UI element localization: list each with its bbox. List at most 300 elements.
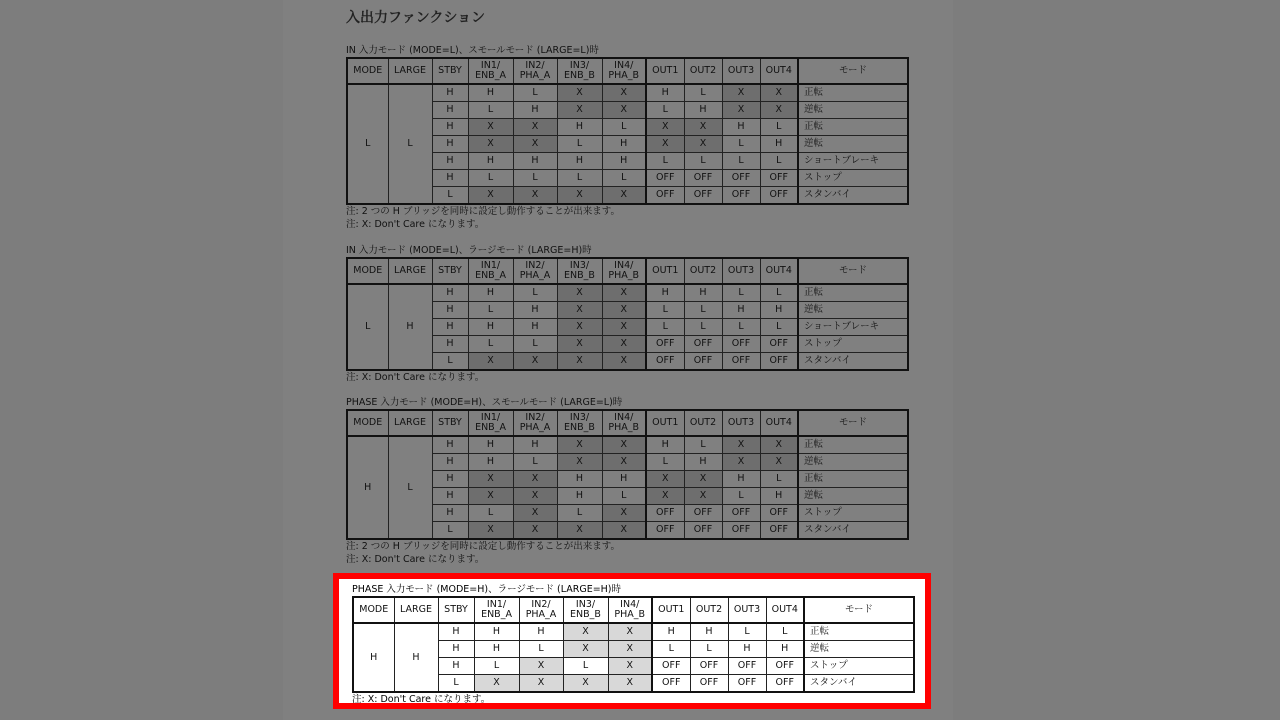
- mode-label-cell: ショートブレーキ: [798, 319, 908, 336]
- truth-table-section-in-large: [346, 245, 909, 384]
- input-cell: H: [557, 153, 602, 170]
- stby-cell: H: [432, 454, 468, 471]
- table-row: [347, 136, 908, 153]
- input-cell: H: [513, 436, 557, 454]
- output-cell: L: [760, 153, 798, 170]
- input-cell: X: [557, 284, 602, 302]
- table-row: [347, 284, 908, 302]
- input-cell: H: [513, 153, 557, 170]
- output-cell: OFF: [690, 675, 728, 693]
- output-cell: H: [684, 102, 722, 119]
- output-cell: H: [722, 302, 760, 319]
- mode-label-cell: スタンバイ: [798, 522, 908, 540]
- header-row: [353, 597, 914, 623]
- column-header: LARGE: [388, 258, 432, 284]
- output-cell: OFF: [760, 336, 798, 353]
- input-cell: X: [513, 522, 557, 540]
- mode-label-cell: 正転: [798, 84, 908, 102]
- mode-label-cell: 正転: [804, 623, 914, 641]
- table-row: [347, 119, 908, 136]
- column-header: IN1/ ENB_A: [474, 597, 519, 623]
- output-cell: OFF: [722, 505, 760, 522]
- highlight-box: [333, 573, 931, 709]
- input-cell: X: [602, 102, 646, 119]
- column-header: モード: [804, 597, 914, 623]
- column-header: IN1/ ENB_A: [468, 258, 513, 284]
- input-cell: X: [468, 136, 513, 153]
- mode-label-cell: ストップ: [798, 505, 908, 522]
- stby-cell: H: [438, 658, 474, 675]
- output-cell: OFF: [684, 336, 722, 353]
- column-header: IN4/ PHA_B: [602, 258, 646, 284]
- input-cell: H: [602, 136, 646, 153]
- header-row: [347, 58, 908, 84]
- output-cell: L: [646, 454, 684, 471]
- output-cell: H: [722, 471, 760, 488]
- table-row: [347, 170, 908, 187]
- stby-cell: H: [432, 336, 468, 353]
- output-cell: OFF: [728, 658, 766, 675]
- input-cell: X: [557, 522, 602, 540]
- output-cell: OFF: [684, 522, 722, 540]
- table-row: [347, 436, 908, 454]
- mode-label-cell: 逆転: [798, 302, 908, 319]
- table-row: [347, 84, 908, 102]
- output-cell: H: [646, 84, 684, 102]
- mode-label-cell: スタンバイ: [798, 187, 908, 205]
- input-cell: L: [602, 170, 646, 187]
- output-cell: H: [684, 284, 722, 302]
- mode-cell: L: [347, 84, 388, 204]
- input-cell: X: [557, 454, 602, 471]
- column-header: OUT3: [722, 410, 760, 436]
- output-cell: X: [684, 488, 722, 505]
- stby-cell: H: [432, 319, 468, 336]
- stby-cell: H: [432, 153, 468, 170]
- column-header: OUT1: [646, 58, 684, 84]
- column-header: OUT4: [766, 597, 804, 623]
- input-cell: L: [602, 119, 646, 136]
- input-cell: X: [602, 353, 646, 371]
- column-header: STBY: [432, 58, 468, 84]
- mode-cell: H: [353, 623, 394, 692]
- input-cell: X: [602, 84, 646, 102]
- column-header: STBY: [438, 597, 474, 623]
- mode-label-cell: 逆転: [798, 102, 908, 119]
- output-cell: X: [684, 136, 722, 153]
- output-cell: H: [766, 641, 804, 658]
- input-cell: H: [602, 471, 646, 488]
- stby-cell: H: [432, 136, 468, 153]
- output-cell: L: [722, 136, 760, 153]
- table-row: [347, 522, 908, 540]
- input-cell: L: [468, 302, 513, 319]
- input-cell: X: [563, 641, 608, 658]
- stby-cell: H: [432, 488, 468, 505]
- large-cell: L: [388, 84, 432, 204]
- column-header: STBY: [432, 410, 468, 436]
- output-cell: H: [760, 488, 798, 505]
- input-cell: X: [557, 302, 602, 319]
- stby-cell: L: [432, 353, 468, 371]
- input-cell: L: [563, 658, 608, 675]
- output-cell: OFF: [646, 353, 684, 371]
- stby-cell: H: [438, 623, 474, 641]
- output-cell: L: [646, 102, 684, 119]
- input-cell: X: [608, 623, 652, 641]
- input-cell: L: [557, 136, 602, 153]
- input-cell: X: [602, 436, 646, 454]
- output-cell: H: [760, 302, 798, 319]
- stby-cell: H: [438, 641, 474, 658]
- input-cell: H: [468, 454, 513, 471]
- input-cell: X: [513, 119, 557, 136]
- column-header: OUT3: [728, 597, 766, 623]
- column-header: モード: [798, 410, 908, 436]
- output-cell: X: [760, 436, 798, 454]
- output-cell: L: [652, 641, 690, 658]
- input-cell: L: [513, 454, 557, 471]
- input-cell: X: [468, 522, 513, 540]
- output-cell: L: [722, 488, 760, 505]
- table-note: 注: 2 つの H ブリッジを同時に設定し動作することが出来ます。: [346, 541, 620, 552]
- column-header: OUT1: [646, 410, 684, 436]
- input-cell: X: [557, 436, 602, 454]
- input-cell: L: [513, 336, 557, 353]
- output-cell: OFF: [684, 170, 722, 187]
- output-cell: H: [690, 623, 728, 641]
- output-cell: OFF: [646, 336, 684, 353]
- column-header: OUT4: [760, 410, 798, 436]
- mode-label-cell: 正転: [798, 471, 908, 488]
- output-cell: L: [684, 319, 722, 336]
- column-header: LARGE: [388, 58, 432, 84]
- output-cell: L: [766, 623, 804, 641]
- input-cell: X: [608, 641, 652, 658]
- table-note: 注: X: Don't Care になります。: [346, 219, 485, 230]
- page-title: 入出力ファンクション: [346, 10, 486, 26]
- header-row: [347, 410, 908, 436]
- output-cell: X: [684, 471, 722, 488]
- output-cell: OFF: [766, 675, 804, 693]
- mode-label-cell: ストップ: [798, 336, 908, 353]
- output-cell: OFF: [760, 353, 798, 371]
- input-cell: X: [602, 284, 646, 302]
- column-header: STBY: [432, 258, 468, 284]
- column-header: IN4/ PHA_B: [602, 58, 646, 84]
- input-cell: X: [557, 187, 602, 205]
- table-row: [347, 336, 908, 353]
- output-cell: OFF: [684, 187, 722, 205]
- input-cell: L: [468, 505, 513, 522]
- input-cell: L: [468, 336, 513, 353]
- stby-cell: L: [432, 522, 468, 540]
- mode-label-cell: 逆転: [804, 641, 914, 658]
- column-header: OUT3: [722, 58, 760, 84]
- table-caption: PHASE 入力モード (MODE=H)、スモールモード (LARGE=L)時: [346, 397, 623, 408]
- output-cell: L: [760, 284, 798, 302]
- input-cell: X: [563, 623, 608, 641]
- truth-table: [346, 257, 909, 371]
- input-cell: X: [557, 336, 602, 353]
- output-cell: OFF: [684, 505, 722, 522]
- input-cell: X: [474, 675, 519, 693]
- output-cell: OFF: [722, 522, 760, 540]
- output-cell: H: [646, 436, 684, 454]
- column-header: OUT2: [684, 410, 722, 436]
- output-cell: H: [728, 641, 766, 658]
- output-cell: OFF: [760, 522, 798, 540]
- table-row: [353, 675, 914, 693]
- table-caption: PHASE 入力モード (MODE=H)、ラージモード (LARGE=H)時: [352, 584, 622, 595]
- column-header: OUT2: [684, 58, 722, 84]
- input-cell: H: [474, 641, 519, 658]
- output-cell: L: [646, 153, 684, 170]
- output-cell: L: [760, 319, 798, 336]
- output-cell: OFF: [690, 658, 728, 675]
- table-note: 注: 2 つの H ブリッジを同時に設定し動作することが出来ます。: [346, 206, 620, 217]
- mode-label-cell: 逆転: [798, 488, 908, 505]
- output-cell: OFF: [760, 170, 798, 187]
- input-cell: L: [468, 102, 513, 119]
- input-cell: L: [557, 170, 602, 187]
- output-cell: OFF: [722, 187, 760, 205]
- large-cell: L: [388, 436, 432, 539]
- column-header: OUT4: [760, 258, 798, 284]
- stby-cell: H: [432, 102, 468, 119]
- input-cell: H: [468, 284, 513, 302]
- input-cell: H: [519, 623, 563, 641]
- input-cell: H: [468, 84, 513, 102]
- output-cell: X: [760, 454, 798, 471]
- table-row: [353, 658, 914, 675]
- mode-label-cell: 正転: [798, 436, 908, 454]
- output-cell: X: [722, 436, 760, 454]
- input-cell: X: [557, 84, 602, 102]
- column-header: IN2/ PHA_A: [513, 58, 557, 84]
- input-cell: X: [468, 488, 513, 505]
- output-cell: OFF: [652, 675, 690, 693]
- table-row: [353, 623, 914, 641]
- column-header: IN4/ PHA_B: [602, 410, 646, 436]
- output-cell: L: [646, 302, 684, 319]
- column-header: LARGE: [394, 597, 438, 623]
- large-cell: H: [394, 623, 438, 692]
- column-header: OUT1: [646, 258, 684, 284]
- column-header: モード: [798, 58, 908, 84]
- output-cell: X: [722, 454, 760, 471]
- output-cell: L: [684, 84, 722, 102]
- table-row: [347, 319, 908, 336]
- input-cell: H: [474, 623, 519, 641]
- column-header: OUT2: [684, 258, 722, 284]
- mode-label-cell: スタンバイ: [804, 675, 914, 693]
- table-row: [347, 454, 908, 471]
- output-cell: X: [646, 119, 684, 136]
- output-cell: L: [722, 153, 760, 170]
- truth-table: [346, 57, 909, 205]
- large-cell: H: [388, 284, 432, 370]
- mode-label-cell: ショートブレーキ: [798, 153, 908, 170]
- column-header: IN3/ ENB_B: [563, 597, 608, 623]
- output-cell: OFF: [728, 675, 766, 693]
- input-cell: H: [468, 436, 513, 454]
- table-row: [347, 505, 908, 522]
- input-cell: X: [557, 102, 602, 119]
- output-cell: L: [646, 319, 684, 336]
- header-row: [347, 258, 908, 284]
- output-cell: OFF: [760, 187, 798, 205]
- stby-cell: H: [432, 170, 468, 187]
- input-cell: X: [513, 187, 557, 205]
- table-row: [353, 641, 914, 658]
- mode-cell: H: [347, 436, 388, 539]
- truth-table: [346, 409, 909, 540]
- output-cell: H: [722, 119, 760, 136]
- input-cell: X: [608, 658, 652, 675]
- mode-label-cell: 正転: [798, 119, 908, 136]
- stby-cell: H: [432, 119, 468, 136]
- column-header: IN4/ PHA_B: [608, 597, 652, 623]
- input-cell: X: [513, 136, 557, 153]
- input-cell: H: [557, 488, 602, 505]
- input-cell: L: [468, 170, 513, 187]
- output-cell: H: [652, 623, 690, 641]
- input-cell: X: [602, 187, 646, 205]
- stby-cell: L: [438, 675, 474, 693]
- stby-cell: H: [432, 436, 468, 454]
- input-cell: H: [468, 153, 513, 170]
- input-cell: X: [602, 302, 646, 319]
- column-header: MODE: [347, 258, 388, 284]
- column-header: IN3/ ENB_B: [557, 258, 602, 284]
- input-cell: L: [519, 641, 563, 658]
- input-cell: H: [557, 119, 602, 136]
- table-row: [347, 153, 908, 170]
- input-cell: X: [513, 353, 557, 371]
- input-cell: X: [513, 471, 557, 488]
- column-header: OUT2: [690, 597, 728, 623]
- input-cell: X: [468, 471, 513, 488]
- column-header: モード: [798, 258, 908, 284]
- column-header: LARGE: [388, 410, 432, 436]
- input-cell: X: [557, 319, 602, 336]
- output-cell: L: [728, 623, 766, 641]
- truth-table: [352, 596, 915, 693]
- output-cell: OFF: [722, 353, 760, 371]
- input-cell: H: [513, 319, 557, 336]
- output-cell: OFF: [652, 658, 690, 675]
- stby-cell: H: [432, 302, 468, 319]
- column-header: MODE: [347, 410, 388, 436]
- output-cell: OFF: [760, 505, 798, 522]
- output-cell: L: [760, 471, 798, 488]
- output-cell: OFF: [646, 505, 684, 522]
- output-cell: X: [760, 84, 798, 102]
- output-cell: L: [722, 284, 760, 302]
- column-header: IN2/ PHA_A: [513, 410, 557, 436]
- table-row: [347, 102, 908, 119]
- table-row: [347, 302, 908, 319]
- mode-label-cell: 逆転: [798, 136, 908, 153]
- output-cell: OFF: [722, 170, 760, 187]
- mode-label-cell: ストップ: [798, 170, 908, 187]
- input-cell: X: [602, 522, 646, 540]
- input-cell: L: [602, 488, 646, 505]
- stby-cell: L: [432, 187, 468, 205]
- table-caption: IN 入力モード (MODE=L)、スモールモード (LARGE=L)時: [346, 45, 599, 56]
- table-note: 注: X: Don't Care になります。: [352, 694, 491, 705]
- input-cell: X: [519, 675, 563, 693]
- input-cell: X: [602, 336, 646, 353]
- output-cell: X: [646, 471, 684, 488]
- table-row: [347, 471, 908, 488]
- output-cell: OFF: [766, 658, 804, 675]
- column-header: OUT1: [652, 597, 690, 623]
- column-header: IN1/ ENB_A: [468, 410, 513, 436]
- table-note: 注: X: Don't Care になります。: [346, 554, 485, 565]
- input-cell: X: [468, 119, 513, 136]
- column-header: IN2/ PHA_A: [519, 597, 563, 623]
- stby-cell: H: [432, 471, 468, 488]
- column-header: IN1/ ENB_A: [468, 58, 513, 84]
- output-cell: X: [760, 102, 798, 119]
- output-cell: L: [684, 436, 722, 454]
- output-cell: L: [684, 153, 722, 170]
- output-cell: X: [646, 488, 684, 505]
- output-cell: X: [684, 119, 722, 136]
- input-cell: L: [513, 170, 557, 187]
- truth-table-section-phase-small: [346, 397, 909, 566]
- output-cell: X: [646, 136, 684, 153]
- column-header: IN2/ PHA_A: [513, 258, 557, 284]
- input-cell: X: [602, 454, 646, 471]
- output-cell: OFF: [684, 353, 722, 371]
- input-cell: X: [602, 505, 646, 522]
- table-caption: IN 入力モード (MODE=L)、ラージモード (LARGE=H)時: [346, 245, 592, 256]
- input-cell: L: [474, 658, 519, 675]
- output-cell: X: [722, 102, 760, 119]
- column-header: IN3/ ENB_B: [557, 58, 602, 84]
- output-cell: L: [690, 641, 728, 658]
- input-cell: X: [557, 353, 602, 371]
- truth-table-section-phase-large: [352, 584, 915, 706]
- input-cell: L: [557, 505, 602, 522]
- input-cell: X: [468, 187, 513, 205]
- column-header: OUT4: [760, 58, 798, 84]
- output-cell: OFF: [646, 170, 684, 187]
- stby-cell: H: [432, 284, 468, 302]
- output-cell: L: [684, 302, 722, 319]
- input-cell: L: [513, 284, 557, 302]
- mode-label-cell: 逆転: [798, 454, 908, 471]
- stby-cell: H: [432, 84, 468, 102]
- input-cell: H: [513, 102, 557, 119]
- table-row: [347, 353, 908, 371]
- output-cell: L: [760, 119, 798, 136]
- input-cell: X: [563, 675, 608, 693]
- mode-label-cell: スタンバイ: [798, 353, 908, 371]
- input-cell: X: [513, 488, 557, 505]
- table-row: [347, 187, 908, 205]
- column-header: MODE: [353, 597, 394, 623]
- output-cell: H: [646, 284, 684, 302]
- input-cell: X: [468, 353, 513, 371]
- output-cell: OFF: [722, 336, 760, 353]
- truth-table-section-in-small: [346, 45, 909, 231]
- mode-label-cell: ストップ: [804, 658, 914, 675]
- input-cell: H: [557, 471, 602, 488]
